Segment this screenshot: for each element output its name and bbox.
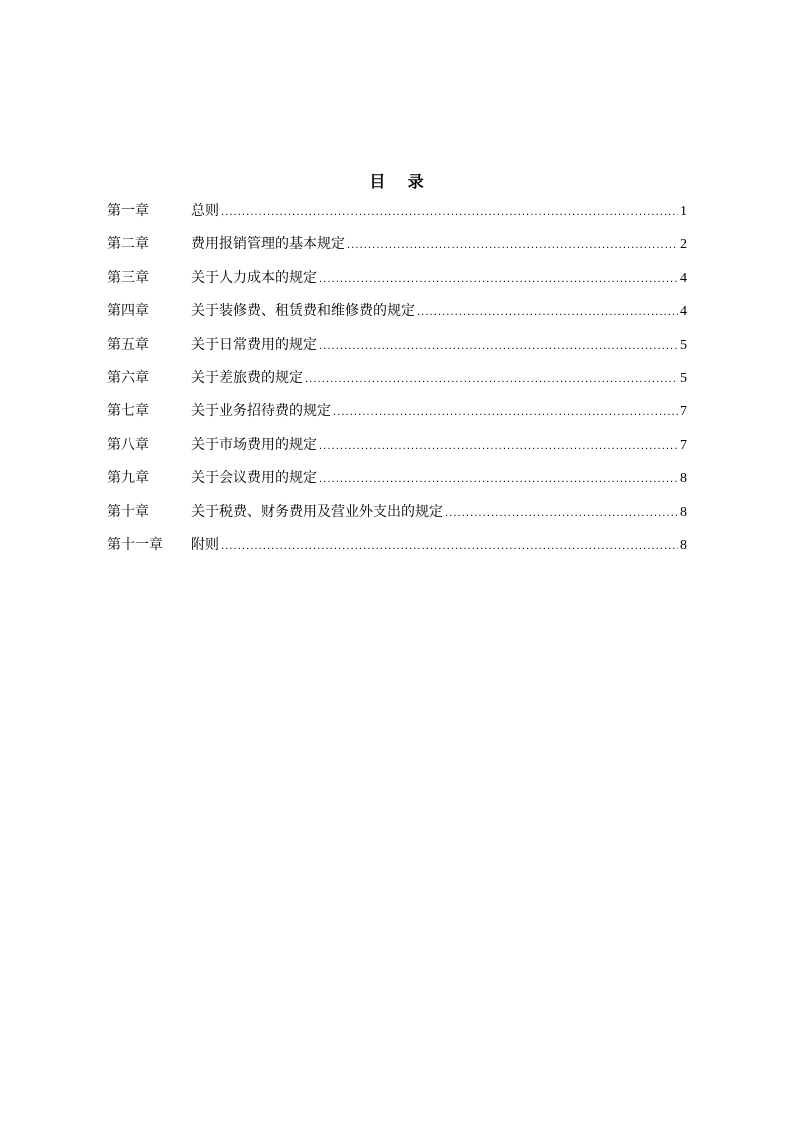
toc-chapter-number: 第九章 — [107, 470, 149, 487]
toc-entry[interactable] — [107, 234, 687, 267]
toc-dot-leader — [319, 437, 678, 457]
toc-page-number: 2 — [680, 237, 687, 253]
toc-dot-leader — [319, 337, 678, 357]
toc-chapter-title: 关于差旅费的规定 — [191, 369, 303, 386]
toc-chapter-title: 关于税费、财务费用及营业外支出的规定 — [191, 503, 443, 520]
toc-entry[interactable] — [107, 335, 687, 368]
toc-page-number: 8 — [680, 471, 687, 487]
toc-chapter-number: 第四章 — [107, 303, 149, 320]
toc-list — [107, 201, 687, 568]
toc-dot-leader — [333, 403, 678, 423]
toc-chapter-number: 第六章 — [107, 369, 149, 386]
toc-page-number: 5 — [680, 337, 687, 353]
toc-entry[interactable] — [107, 435, 687, 468]
toc-chapter-title: 关于人力成本的规定 — [191, 269, 317, 286]
toc-page-number: 4 — [680, 304, 687, 320]
toc-entry[interactable] — [107, 401, 687, 434]
toc-page-number: 7 — [680, 404, 687, 420]
toc-dot-leader — [445, 504, 678, 524]
toc-entry[interactable] — [107, 201, 687, 234]
toc-chapter-number: 第十一章 — [107, 536, 163, 553]
toc-page-number: 4 — [680, 270, 687, 286]
toc-chapter-number: 第二章 — [107, 236, 149, 253]
toc-entry[interactable] — [107, 368, 687, 401]
toc-chapter-title: 费用报销管理的基本规定 — [191, 236, 345, 253]
toc-dot-leader — [347, 236, 678, 256]
toc-chapter-title: 关于业务招待费的规定 — [191, 403, 331, 420]
toc-entry[interactable] — [107, 268, 687, 301]
toc-entry[interactable] — [107, 468, 687, 501]
toc-page-number: 1 — [680, 204, 687, 219]
toc-chapter-title: 关于装修费、租赁费和维修费的规定 — [191, 303, 415, 320]
toc-dot-leader — [417, 303, 678, 323]
toc-entry[interactable] — [107, 301, 687, 334]
toc-dot-leader — [221, 203, 678, 223]
toc-dot-leader — [305, 370, 678, 390]
toc-chapter-title: 附则 — [191, 536, 219, 553]
toc-chapter-number: 第八章 — [107, 436, 149, 453]
toc-chapter-title: 关于市场费用的规定 — [191, 436, 317, 453]
toc-entry[interactable] — [107, 502, 687, 535]
toc-page-number: 8 — [680, 504, 687, 520]
toc-chapter-number: 第五章 — [107, 336, 149, 353]
toc-chapter-title: 总则 — [191, 203, 219, 219]
toc-chapter-number: 第一章 — [107, 203, 149, 219]
toc-chapter-number: 第十章 — [107, 503, 149, 520]
toc-chapter-title: 关于日常费用的规定 — [191, 336, 317, 353]
toc-entry[interactable] — [107, 535, 687, 568]
toc-chapter-number: 第三章 — [107, 269, 149, 286]
toc-title: 目 录 — [369, 172, 424, 191]
toc-dot-leader — [221, 537, 678, 557]
toc-page-number: 8 — [680, 537, 687, 553]
toc-page-number: 5 — [680, 370, 687, 386]
toc-chapter-title: 关于会议费用的规定 — [191, 470, 317, 487]
toc-page-number: 7 — [680, 437, 687, 453]
toc-dot-leader — [319, 270, 678, 290]
toc-chapter-number: 第七章 — [107, 403, 149, 420]
toc-dot-leader — [319, 470, 678, 490]
